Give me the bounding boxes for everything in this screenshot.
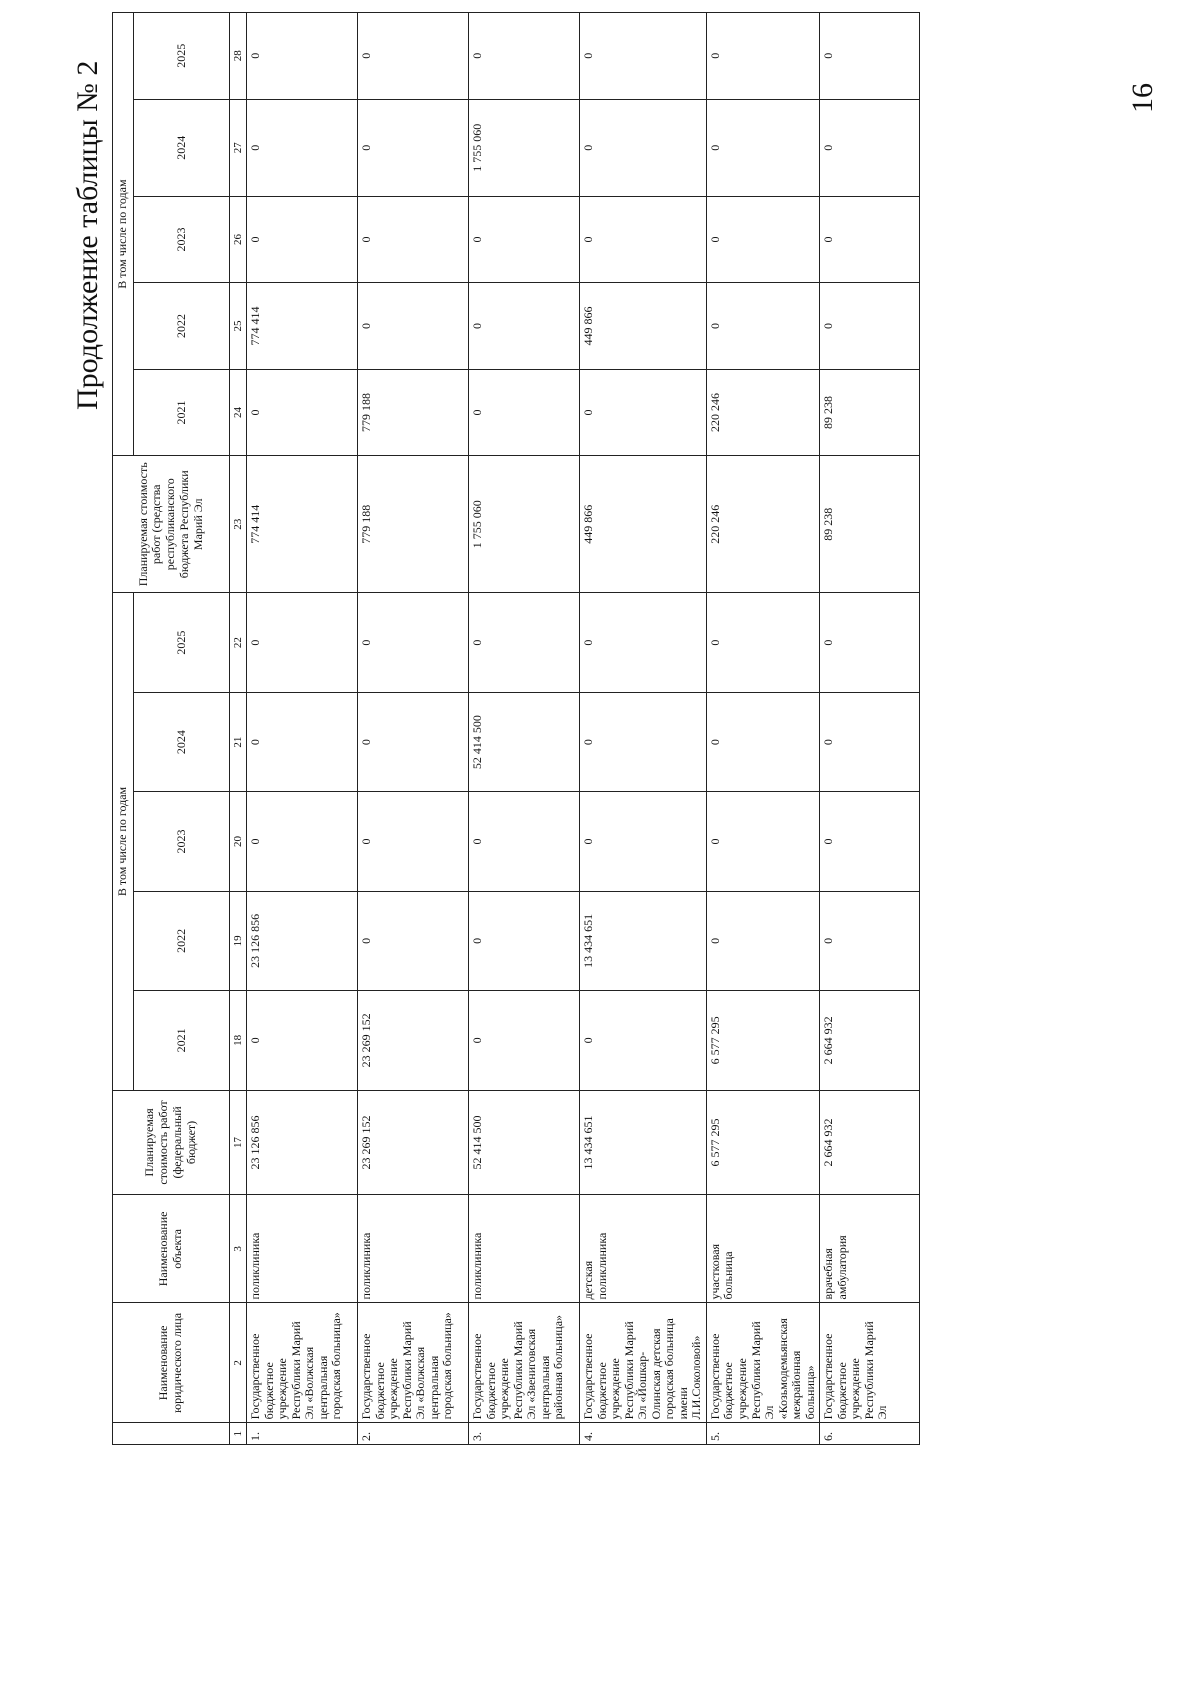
header-republic-cost: Планируемая стоимость работ (средства республиканского бюджета Республики Марий Эл: [113, 456, 230, 593]
row-number: 4.: [580, 1423, 707, 1445]
row-number: 2.: [358, 1423, 469, 1445]
republic-year-value: 220 246: [706, 369, 819, 455]
federal-year-value: 0: [358, 593, 469, 692]
table-row: [706, 13, 819, 1445]
object-name: врачебная амбулатория: [820, 1195, 920, 1303]
republic-year-value: 0: [820, 13, 920, 100]
republic-cost-total: 779 188: [358, 456, 469, 593]
republic-year-value: 0: [820, 99, 920, 196]
column-number: 21: [230, 692, 247, 791]
header-year: 2023: [134, 792, 230, 891]
federal-year-value: 6 577 295: [706, 991, 819, 1090]
legal-entity-name: Государственное бюджетное учреждение Республики Марий Эл: [820, 1303, 920, 1423]
republic-year-value: 779 188: [358, 369, 469, 455]
header-year: 2021: [134, 991, 230, 1090]
republic-year-value: 0: [358, 99, 469, 196]
header-year: 2022: [134, 283, 230, 369]
object-name: участковая больница: [706, 1195, 819, 1303]
table-row: [247, 13, 358, 1445]
republic-year-value: 0: [469, 283, 580, 369]
republic-year-value: 0: [358, 13, 469, 100]
budget-table: [112, 12, 920, 1445]
federal-year-value: 0: [820, 792, 920, 891]
object-name: поликлиника: [247, 1195, 358, 1303]
header-year: 2025: [134, 13, 230, 100]
column-number: 25: [230, 283, 247, 369]
column-number: 18: [230, 991, 247, 1090]
federal-year-value: 0: [706, 792, 819, 891]
header-years-group-republic: В том числе по годам: [113, 13, 134, 456]
republic-cost-total: 220 246: [706, 456, 819, 593]
legal-entity-name: Государственное бюджетное учреждение Республики Марий Эл «Звениговская центральная районная больница»: [469, 1303, 580, 1423]
header-year: 2023: [134, 196, 230, 282]
federal-year-value: 0: [247, 991, 358, 1090]
column-number: 19: [230, 891, 247, 990]
republic-year-value: 0: [706, 99, 819, 196]
column-number: 23: [230, 456, 247, 593]
legal-entity-name: Государственное бюджетное учреждение Республики Марий Эл «Йошкар-Олинская детская городская больница имени Л.И.Соколовой»: [580, 1303, 707, 1423]
republic-year-value: 89 238: [820, 369, 920, 455]
column-number: 1: [230, 1423, 247, 1445]
header-number: [113, 1423, 230, 1445]
federal-year-value: 0: [247, 792, 358, 891]
federal-year-value: 0: [247, 692, 358, 791]
federal-year-value: 0: [247, 593, 358, 692]
federal-cost-total: 6 577 295: [706, 1090, 819, 1195]
federal-year-value: 0: [358, 891, 469, 990]
column-number: 27: [230, 99, 247, 196]
header-federal-cost: Планируемая стоимость работ (федеральный бюджет): [113, 1090, 230, 1195]
federal-year-value: 0: [469, 991, 580, 1090]
row-number: 6.: [820, 1423, 920, 1445]
table-row: [358, 13, 469, 1445]
republic-cost-total: 774 414: [247, 456, 358, 593]
legal-entity-name: Государственное бюджетное учреждение Республики Марий Эл «Козьмодемьянская межрайонная больница»: [706, 1303, 819, 1423]
republic-year-value: 0: [706, 13, 819, 100]
republic-cost-total: 89 238: [820, 456, 920, 593]
federal-year-value: 0: [706, 593, 819, 692]
federal-year-value: 0: [358, 792, 469, 891]
federal-year-value: 0: [820, 593, 920, 692]
header-year: 2024: [134, 692, 230, 791]
federal-year-value: 0: [580, 593, 707, 692]
column-number: 22: [230, 593, 247, 692]
object-name: детская поликлиника: [580, 1195, 707, 1303]
federal-year-value: 23 269 152: [358, 991, 469, 1090]
header-object: Наименование объекта: [113, 1195, 230, 1303]
federal-year-value: 0: [820, 692, 920, 791]
republic-year-value: 0: [469, 369, 580, 455]
header-year: 2024: [134, 99, 230, 196]
republic-year-value: 0: [469, 196, 580, 282]
republic-year-value: 0: [247, 196, 358, 282]
republic-cost-total: 449 866: [580, 456, 707, 593]
header-year: 2021: [134, 369, 230, 455]
federal-cost-total: 23 269 152: [358, 1090, 469, 1195]
federal-year-value: 23 126 856: [247, 891, 358, 990]
federal-cost-total: 52 414 500: [469, 1090, 580, 1195]
header-year: 2022: [134, 891, 230, 990]
row-number: 1.: [247, 1423, 358, 1445]
column-number: 24: [230, 369, 247, 455]
object-name: поликлиника: [469, 1195, 580, 1303]
header-years-group-federal: В том числе по годам: [113, 593, 134, 1090]
republic-year-value: 0: [247, 13, 358, 100]
federal-year-value: 52 414 500: [469, 692, 580, 791]
federal-year-value: 0: [580, 991, 707, 1090]
republic-year-value: 0: [358, 283, 469, 369]
federal-year-value: 0: [580, 692, 707, 791]
republic-year-value: 1 755 060: [469, 99, 580, 196]
column-number-row: [230, 13, 247, 1445]
republic-year-value: 0: [820, 196, 920, 282]
legal-entity-name: Государственное бюджетное учреждение Республики Марий Эл «Волжская центральная городская больница»: [247, 1303, 358, 1423]
republic-year-value: 0: [247, 369, 358, 455]
table-row: [820, 13, 920, 1445]
republic-year-value: 0: [820, 283, 920, 369]
republic-year-value: 449 866: [580, 283, 707, 369]
federal-year-value: 0: [580, 792, 707, 891]
federal-year-value: 0: [820, 891, 920, 990]
page-number: 16: [1126, 83, 1159, 113]
republic-year-value: 0: [706, 283, 819, 369]
republic-year-value: 0: [706, 196, 819, 282]
column-number: 2: [230, 1303, 247, 1423]
republic-year-value: 0: [469, 13, 580, 100]
republic-year-value: 0: [580, 13, 707, 100]
column-number: 20: [230, 792, 247, 891]
federal-year-value: 0: [358, 692, 469, 791]
federal-year-value: 0: [469, 593, 580, 692]
republic-year-value: 0: [580, 369, 707, 455]
column-number: 28: [230, 13, 247, 100]
row-number: 3.: [469, 1423, 580, 1445]
object-name: поликлиника: [358, 1195, 469, 1303]
legal-entity-name: Государственное бюджетное учреждение Республики Марий Эл «Волжская центральная городская больница»: [358, 1303, 469, 1423]
republic-year-value: 0: [358, 196, 469, 282]
republic-year-value: 0: [580, 99, 707, 196]
republic-year-value: 774 414: [247, 283, 358, 369]
federal-year-value: 0: [706, 692, 819, 791]
republic-year-value: 0: [247, 99, 358, 196]
federal-year-value: 13 434 651: [580, 891, 707, 990]
column-number: 17: [230, 1090, 247, 1195]
table-row: [469, 13, 580, 1445]
header-year: 2025: [134, 593, 230, 692]
federal-cost-total: 13 434 651: [580, 1090, 707, 1195]
federal-year-value: 2 664 932: [820, 991, 920, 1090]
column-number: 26: [230, 196, 247, 282]
table-row: [580, 13, 707, 1445]
federal-cost-total: 23 126 856: [247, 1090, 358, 1195]
republic-cost-total: 1 755 060: [469, 456, 580, 593]
federal-year-value: 0: [469, 792, 580, 891]
header-legal-entity: Наименование юридического лица: [113, 1303, 230, 1423]
continuation-title: Продолжение таблицы № 2: [71, 60, 104, 410]
federal-cost-total: 2 664 932: [820, 1090, 920, 1195]
row-number: 5.: [706, 1423, 819, 1445]
column-number: 3: [230, 1195, 247, 1303]
federal-year-value: 0: [469, 891, 580, 990]
republic-year-value: 0: [580, 196, 707, 282]
federal-year-value: 0: [706, 891, 819, 990]
